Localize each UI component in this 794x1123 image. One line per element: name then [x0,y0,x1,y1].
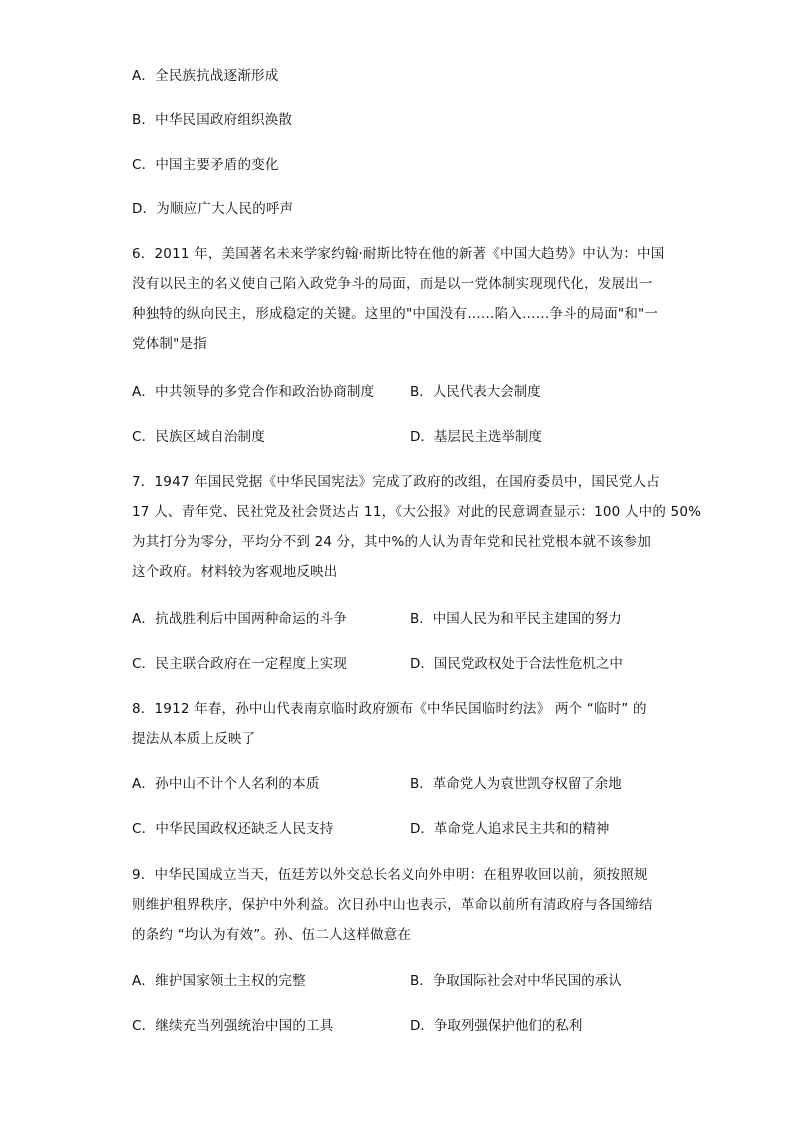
q5-option-a: A．全民族抗战逐渐形成 [132,68,279,84]
q8-option-b: B．革命党人为袁世凯夺权留了余地 [410,776,622,792]
q6-option-d: D．基层民主选举制度 [410,429,542,445]
q6-stem-line-4: 党体制"是指 [132,336,207,352]
q9-option-c: C．继续充当列强统治中国的工具 [132,1018,334,1034]
q9-stem-line-2: 则维护租界秩序，保护中外利益。次日孙中山也表示，革命以前所有清政府与各国缔结 [132,897,653,913]
q6-option-c: C．民族区域自治制度 [132,429,265,445]
q6-option-b: B．人民代表大会制度 [410,384,541,400]
q9-option-a: A．维护国家领土主权的完整 [132,973,306,989]
q8-option-d: D．革命党人追求民主共和的精神 [410,821,610,837]
q9-option-b: B．争取国际社会对中华民国的承认 [410,973,622,989]
q7-stem-line-4: 这个政府。材料较为客观地反映出 [132,564,338,580]
q8-stem-line-2: 提法从本质上反映了 [132,731,256,747]
q6-stem-line-1: 6．2011 年，美国著名未来学家约翰·耐斯比特在他的新著《中国大趋势》中认为：中国 [132,246,665,262]
q6-option-a: A．中共领导的多党合作和政治协商制度 [132,384,375,400]
q9-option-d: D．争取列强保护他们的私利 [410,1018,583,1034]
q8-option-a: A．孙中山不计个人名利的本质 [132,776,320,792]
q7-option-b: B．中国人民为和平民主建国的努力 [410,611,622,627]
q7-option-d: D．国民党政权处于合法性危机之中 [410,656,623,672]
q5-option-b: B．中华民国政府组织涣散 [132,112,293,128]
q5-option-d: D．为顺应广大人民的呼声 [132,201,294,217]
q7-stem-line-1: 7．1947 年国民党据《中华民国宪法》完成了政府的改组，在国府委员中，国民党人占 [132,474,660,490]
q7-option-c: C．民主联合政府在一定程度上实现 [132,656,348,672]
q8-stem-line-1: 8．1912 年春，孙中山代表南京临时政府颁布《中华民国临时约法》 两个 “临时” 的 [132,701,647,717]
q6-stem-line-3: 种独特的纵向民主，形成稳定的关键。这里的"中国没有……陷入……争斗的局面"和"一 [132,306,659,322]
q6-stem-line-2: 没有以民主的名义使自己陷入政党争斗的局面，而是以一党体制实现现代化，发展出一 [132,276,653,292]
q7-option-a: A．抗战胜利后中国两种命运的斗争 [132,611,347,627]
q7-stem-line-2: 17 人、青年党、民社党及社会贤达占 11，《大公报》对此的民意调查显示：100 人中的 50% [132,504,702,520]
q5-option-c: C．中国主要矛盾的变化 [132,157,279,173]
q7-stem-line-3: 为其打分为零分，平均分不到 24 分，其中%的人认为青年党和民社党根本就不该参加 [132,534,652,550]
q9-stem-line-1: 9．中华民国成立当天，伍廷芳以外交总长名义向外申明：在租界收回以前，须按照规 [132,867,648,883]
q8-option-c: C．中华民国政权还缺乏人民支持 [132,821,334,837]
q9-stem-line-3: 的条约 “均认为有效”。孙、伍二人这样做意在 [132,927,412,943]
